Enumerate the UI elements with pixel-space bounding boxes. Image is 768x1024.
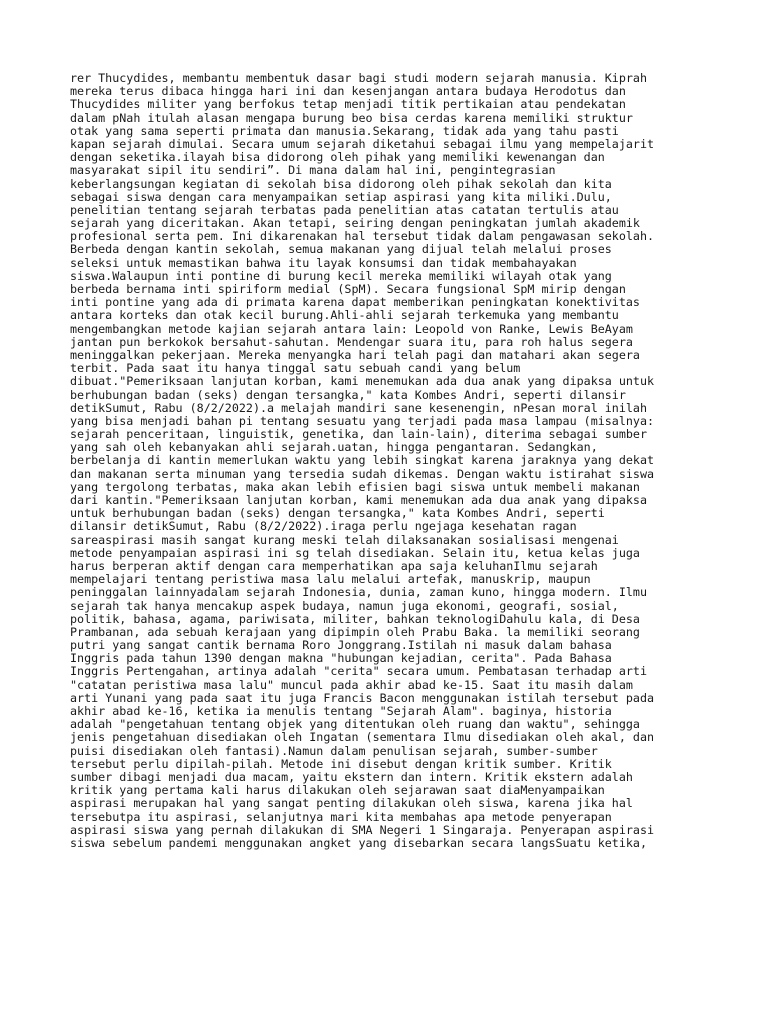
- text-line: sumber dibagi menjadi dua macam, yaitu ekstern dan intern. Kritik ekstern adalah: [70, 769, 633, 784]
- text-line: profesional serta pem. Ini dikarenakan hal tersebut tidak dalam pengawasan sekolah.: [70, 229, 655, 244]
- text-line: untuk berhubungan badan (seks) dengan tersangka," kata Kombes Andri, seperti: [70, 506, 605, 521]
- text-line: putri yang sangat cantik bernama Roro Jonggrang.Istilah ni masuk dalam bahasa: [70, 638, 612, 653]
- text-line: arti Yunani yang pada saat itu juga Francis Bacon menggunakan istilah tersebut pada: [70, 690, 655, 705]
- text-line: dalam pNah itulah alasan mengapa burung beo bisa cerdas karena memiliki struktur: [70, 110, 633, 125]
- text-line: mempelajari tentang peristiwa masa lalu melalui artefak, manuskrip, maupun: [70, 572, 591, 587]
- text-line: seleksi untuk memastikan bahwa itu layak konsumsi dan tidak membahayakan: [70, 255, 577, 270]
- text-line: sejarah tak hanya mencakup aspek budaya, namun juga ekonomi, geografi, sosial,: [70, 598, 619, 613]
- text-line: sebagai siswa dengan cara menyampaikan setiap aspirasi yang kita miliki.Dulu,: [70, 189, 612, 204]
- text-line: kapan sejarah dimulai. Secara umum sejarah diketahui sebagai ilmu yang mempelajarit: [70, 136, 655, 151]
- text-line: yang tergolong terbatas, maka akan lebih efisien bagi siswa untuk membeli makanan: [70, 479, 640, 494]
- text-line: aspirasi siswa yang pernah dilakukan di SMA Negeri 1 Singaraja. Penyerapan aspirasi: [70, 822, 655, 837]
- text-line: terbit. Pada saat itu hanya tinggal satu sebuah candi yang belum: [70, 361, 521, 376]
- text-line: tersebutpa itu aspirasi, selanjutnya mari kita membahas apa metode penyerapan: [70, 809, 612, 824]
- text-line: yang sah oleh kebanyakan ahli sejarah.uatan, hingga pengantaran. Sedangkan,: [70, 440, 598, 455]
- text-line: jenis pengetahuan disediakan oleh Ingatan (sementara Ilmu disediakan oleh akal, dan: [70, 730, 655, 745]
- text-line: keberlangsungan kegiatan di sekolah bisa didorong oleh pihak sekolah dan kita: [70, 176, 612, 191]
- text-line: kritik yang pertama kali harus dilakukan oleh sejarawan saat diaMenyampaikan: [70, 783, 605, 798]
- text-line: sejarah penceritaan, linguistik, genetika, dan lain-lain), diterima sebagai sumber: [70, 427, 647, 442]
- text-line: Prambanan, ada sebuah kerajaan yang dipimpin oleh Prabu Baka. la memiliki seorang: [70, 624, 640, 639]
- text-line: adalah "pengetahuan tentang objek yang ditentukan oleh ruang dan waktu", sehingga: [70, 717, 640, 732]
- text-line: dari kantin."Pemeriksaan lanjutan korban, kami menemukan ada dua anak yang dipaksa: [70, 493, 647, 507]
- text-line: aspirasi merupakan hal yang sangat penting dilakukan oleh siswa, karena jika hal: [70, 796, 633, 811]
- text-line: rer Thucydides, membantu membentuk dasar bagi studi modern sejarah manusia. Kiprah: [70, 71, 647, 85]
- text-line: meninggalkan pekerjaan. Mereka menyangka hari telah pagi dan matahari akan segera: [70, 347, 640, 362]
- text-line: dilansir detikSumut, Rabu (8/2/2022).iraga perlu ngejaga kesehatan ragan: [70, 519, 577, 534]
- text-line: mereka terus dibaca hingga hari ini dan kesenjangan antara budaya Herodotus dan: [70, 84, 626, 99]
- text-line: siswa sebelum pandemi menggunakan angket yang disebarkan secara langsSuatu ketika,: [70, 835, 647, 850]
- text-line: berbeda bernama inti spiriform medial (SpM). Secara fungsional SpM mirip dengan: [70, 282, 626, 296]
- text-line: berbelanja di kantin memerlukan waktu yang lebih singkat karena jaraknya yang dekat: [70, 453, 655, 468]
- text-line: detikSumut, Rabu (8/2/2022).a melajah mandiri sane kesenengin, nPesan moral inilah: [70, 400, 647, 415]
- text-line: politik, bahasa, agama, pariwisata, militer, bahkan teknologiDahulu kala, di Desa: [70, 611, 640, 626]
- text-line: mengembangkan metode kajian sejarah antara lain: Leopold von Ranke, Lewis BeAyam: [70, 321, 633, 336]
- text-line: tersebut perlu dipilah-pilah. Metode ini disebut dengan kritik sumber. Kritik: [70, 756, 612, 771]
- text-line: sareaspirasi masih sangat kurang meski telah dilaksanakan sosialisasi mengenai: [70, 532, 619, 547]
- text-line: dan makanan serta minuman yang tersedia sudah dikemas. Dengan waktu istirahat siswa: [70, 466, 655, 481]
- text-line: dibuat."Pemeriksaan lanjutan korban, kami menemukan ada dua anak yang dipaksa untuk: [70, 374, 655, 389]
- text-line: puisi disediakan oleh fantasi).Namun dalam penulisan sejarah, sumber-sumber: [70, 743, 598, 758]
- text-line: Inggris Pertengahan, artinya adalah "cerita" secara umum. Pembatasan terhadap arti: [70, 664, 647, 679]
- text-line: berhubungan badan (seks) dengan tersangka," kata Kombes Andri, seperti dilansir: [70, 387, 626, 402]
- text-line: Berbeda dengan kantin sekolah, semua makanan yang dijual telah melalui proses: [70, 242, 612, 257]
- text-line: inti pontine yang ada di primata karena dapat memberikan peningkatan konektivitas: [70, 295, 640, 310]
- text-line: peninggalan lainnyadalam sejarah Indonesia, dunia, zaman kuno, hingga modern. Ilmu: [70, 585, 647, 600]
- text-line: siswa.Walaupun inti pontine di burung kecil mereka memiliki wilayah otak yang: [70, 268, 612, 283]
- text-line: antara korteks dan otak kecil burung.Ahli-ahli sejarah terkemuka yang membantu: [70, 308, 619, 323]
- text-line: metode penyampaian aspirasi ini sg telah disediakan. Selain itu, ketua kelas juga: [70, 545, 640, 560]
- text-line: dengan seketika.ilayah bisa didorong oleh pihak yang memiliki kewenangan dan: [70, 150, 605, 165]
- text-line: harus berperan aktif dengan cara memperhatikan apa saja keluhanIlmu sejarah: [70, 558, 598, 573]
- text-line: Thucydides militer yang berfokus tetap menjadi titik pertikaian atau pendekatan: [70, 97, 626, 112]
- text-line: "catatan peristiwa masa lalu" muncul pada akhir abad ke-15. Saat itu masih dalam: [70, 677, 633, 692]
- text-line: akhir abad ke-16, ketika ia menulis tentang "Sejarah Alam". baginya, historia: [70, 704, 612, 718]
- text-line: otak yang sama seperti primata dan manusia.Sekarang, tidak ada yang tahu pasti: [70, 123, 619, 138]
- text-line: sejarah yang diceritakan. Akan tetapi, seiring dengan peningkatan jumlah akademik: [70, 216, 640, 231]
- text-line: jantan pun berkokok bersahut-sahutan. Mendengar suara itu, para roh halus segera: [70, 334, 633, 349]
- text-line: Inggris pada tahun 1390 dengan makna "hubungan kejadian, cerita". Pada Bahasa: [70, 651, 612, 666]
- text-line: penelitian tentang sejarah terbatas pada penelitian atas catatan tertulis atau: [70, 202, 619, 217]
- text-line: yang bisa menjadi bahan pi tentang sesuatu yang terjadi pada masa lampau (misalnya:: [70, 413, 655, 428]
- text-line: masyarakat sipil itu sendiri”. Di mana dalam hal ini, pengintegrasian: [70, 163, 556, 178]
- body-text: [70, 72, 710, 850]
